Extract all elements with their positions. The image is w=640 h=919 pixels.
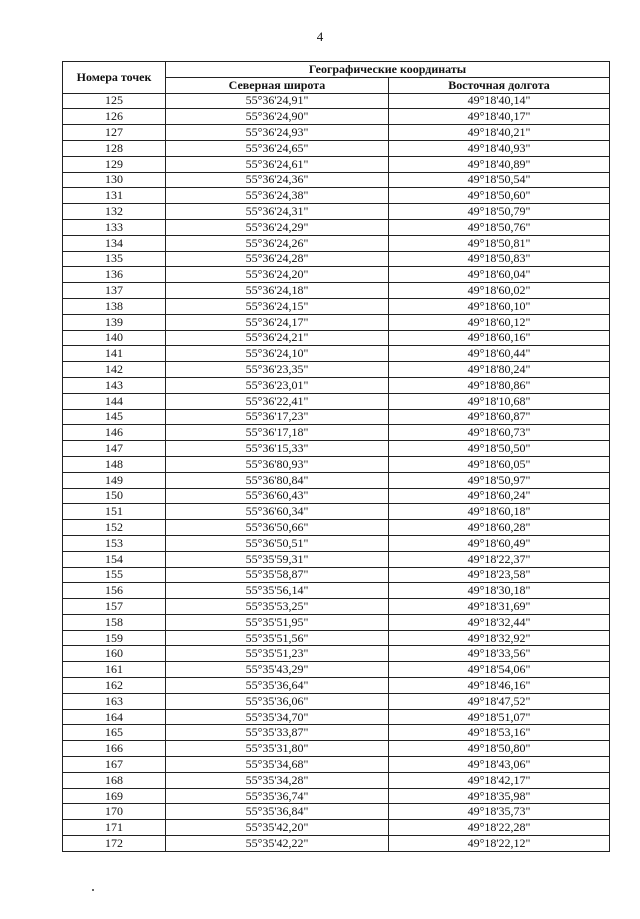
table-row [63, 772, 610, 788]
table-row [63, 662, 610, 678]
longitude-cell: 49°18'50,79" [389, 204, 610, 220]
point-number-cell: 141 [63, 346, 166, 362]
longitude-cell: 49°18'35,98" [389, 788, 610, 804]
table-row [63, 456, 610, 472]
latitude-cell: 55°35'34,68" [166, 757, 389, 773]
longitude-cell: 49°18'50,83" [389, 251, 610, 267]
latitude-cell: 55°36'60,43" [166, 488, 389, 504]
point-number-cell: 171 [63, 820, 166, 836]
point-number-cell: 163 [63, 693, 166, 709]
table-row [63, 314, 610, 330]
header-geo-coordinates: Географические координаты [166, 62, 610, 78]
table-row [63, 488, 610, 504]
point-number-cell: 161 [63, 662, 166, 678]
table-row [63, 583, 610, 599]
latitude-cell: 55°36'24,90" [166, 109, 389, 125]
table-body [63, 93, 610, 851]
point-number-cell: 166 [63, 741, 166, 757]
latitude-cell: 55°36'15,33" [166, 441, 389, 457]
latitude-cell: 55°35'34,70" [166, 709, 389, 725]
table-row [63, 298, 610, 314]
latitude-cell: 55°36'50,51" [166, 535, 389, 551]
latitude-cell: 55°35'59,31" [166, 551, 389, 567]
point-number-cell: 148 [63, 456, 166, 472]
latitude-cell: 55°36'22,41" [166, 393, 389, 409]
longitude-cell: 49°18'42,17" [389, 772, 610, 788]
point-number-cell: 144 [63, 393, 166, 409]
latitude-cell: 55°35'31,80" [166, 741, 389, 757]
header-latitude: Северная широта [166, 77, 389, 93]
table-row [63, 204, 610, 220]
longitude-cell: 49°18'35,73" [389, 804, 610, 820]
scan-mark [92, 889, 94, 891]
header-points: Номера точек [63, 62, 166, 94]
table-row [63, 409, 610, 425]
latitude-cell: 55°35'58,87" [166, 567, 389, 583]
table-row [63, 188, 610, 204]
table-row [63, 520, 610, 536]
longitude-cell: 49°18'60,24" [389, 488, 610, 504]
longitude-cell: 49°18'10,68" [389, 393, 610, 409]
table-row [63, 725, 610, 741]
latitude-cell: 55°36'24,65" [166, 140, 389, 156]
point-number-cell: 137 [63, 283, 166, 299]
table-row [63, 251, 610, 267]
point-number-cell: 162 [63, 678, 166, 694]
table-row [63, 235, 610, 251]
longitude-cell: 49°18'50,60" [389, 188, 610, 204]
point-number-cell: 170 [63, 804, 166, 820]
longitude-cell: 49°18'54,06" [389, 662, 610, 678]
longitude-cell: 49°18'60,02" [389, 283, 610, 299]
latitude-cell: 55°36'24,21" [166, 330, 389, 346]
table-row [63, 283, 610, 299]
latitude-cell: 55°36'24,10" [166, 346, 389, 362]
longitude-cell: 49°18'80,86" [389, 377, 610, 393]
point-number-cell: 172 [63, 836, 166, 852]
point-number-cell: 143 [63, 377, 166, 393]
table-row [63, 140, 610, 156]
latitude-cell: 55°36'23,01" [166, 377, 389, 393]
longitude-cell: 49°18'60,10" [389, 298, 610, 314]
latitude-cell: 55°35'42,20" [166, 820, 389, 836]
table-row [63, 693, 610, 709]
table-row [63, 93, 610, 109]
point-number-cell: 156 [63, 583, 166, 599]
latitude-cell: 55°35'56,14" [166, 583, 389, 599]
longitude-cell: 49°18'51,07" [389, 709, 610, 725]
point-number-cell: 165 [63, 725, 166, 741]
longitude-cell: 49°18'23,58" [389, 567, 610, 583]
point-number-cell: 158 [63, 614, 166, 630]
longitude-cell: 49°18'32,44" [389, 614, 610, 630]
point-number-cell: 134 [63, 235, 166, 251]
latitude-cell: 55°35'53,25" [166, 599, 389, 615]
latitude-cell: 55°36'24,38" [166, 188, 389, 204]
latitude-cell: 55°36'24,93" [166, 125, 389, 141]
latitude-cell: 55°35'43,29" [166, 662, 389, 678]
table-row [63, 172, 610, 188]
longitude-cell: 49°18'60,44" [389, 346, 610, 362]
point-number-cell: 169 [63, 788, 166, 804]
longitude-cell: 49°18'47,52" [389, 693, 610, 709]
table-row [63, 362, 610, 378]
longitude-cell: 49°18'50,54" [389, 172, 610, 188]
latitude-cell: 55°35'51,56" [166, 630, 389, 646]
longitude-cell: 49°18'60,04" [389, 267, 610, 283]
table-row [63, 377, 610, 393]
latitude-cell: 55°36'24,36" [166, 172, 389, 188]
longitude-cell: 49°18'22,12" [389, 836, 610, 852]
table-row [63, 614, 610, 630]
latitude-cell: 55°35'51,23" [166, 646, 389, 662]
point-number-cell: 142 [63, 362, 166, 378]
table-row [63, 393, 610, 409]
point-number-cell: 151 [63, 504, 166, 520]
point-number-cell: 167 [63, 757, 166, 773]
table-row [63, 567, 610, 583]
latitude-cell: 55°36'24,18" [166, 283, 389, 299]
table-row [63, 109, 610, 125]
longitude-cell: 49°18'40,21" [389, 125, 610, 141]
point-number-cell: 154 [63, 551, 166, 567]
point-number-cell: 139 [63, 314, 166, 330]
table-row [63, 551, 610, 567]
longitude-cell: 49°18'53,16" [389, 725, 610, 741]
point-number-cell: 159 [63, 630, 166, 646]
latitude-cell: 55°36'80,93" [166, 456, 389, 472]
longitude-cell: 49°18'60,49" [389, 535, 610, 551]
point-number-cell: 168 [63, 772, 166, 788]
point-number-cell: 146 [63, 425, 166, 441]
table-row [63, 346, 610, 362]
longitude-cell: 49°18'50,76" [389, 219, 610, 235]
table-row [63, 504, 610, 520]
latitude-cell: 55°35'51,95" [166, 614, 389, 630]
point-number-cell: 157 [63, 599, 166, 615]
point-number-cell: 128 [63, 140, 166, 156]
point-number-cell: 140 [63, 330, 166, 346]
longitude-cell: 49°18'50,97" [389, 472, 610, 488]
point-number-cell: 150 [63, 488, 166, 504]
point-number-cell: 127 [63, 125, 166, 141]
point-number-cell: 130 [63, 172, 166, 188]
latitude-cell: 55°36'24,17" [166, 314, 389, 330]
longitude-cell: 49°18'60,87" [389, 409, 610, 425]
table-row [63, 757, 610, 773]
latitude-cell: 55°36'60,34" [166, 504, 389, 520]
longitude-cell: 49°18'22,37" [389, 551, 610, 567]
latitude-cell: 55°36'24,26" [166, 235, 389, 251]
latitude-cell: 55°36'80,84" [166, 472, 389, 488]
table-row [63, 630, 610, 646]
table-row [63, 425, 610, 441]
latitude-cell: 55°35'34,28" [166, 772, 389, 788]
point-number-cell: 164 [63, 709, 166, 725]
longitude-cell: 49°18'46,16" [389, 678, 610, 694]
table-row [63, 709, 610, 725]
longitude-cell: 49°18'43,06" [389, 757, 610, 773]
longitude-cell: 49°18'60,73" [389, 425, 610, 441]
latitude-cell: 55°36'24,61" [166, 156, 389, 172]
table-row [63, 441, 610, 457]
table-row [63, 472, 610, 488]
latitude-cell: 55°36'24,28" [166, 251, 389, 267]
latitude-cell: 55°36'24,91" [166, 93, 389, 109]
table-row [63, 804, 610, 820]
header-longitude: Восточная долгота [389, 77, 610, 93]
table-row [63, 125, 610, 141]
table-row [63, 741, 610, 757]
latitude-cell: 55°36'23,35" [166, 362, 389, 378]
point-number-cell: 138 [63, 298, 166, 314]
point-number-cell: 135 [63, 251, 166, 267]
point-number-cell: 136 [63, 267, 166, 283]
coordinates-table [62, 61, 610, 852]
point-number-cell: 133 [63, 219, 166, 235]
table-row [63, 820, 610, 836]
longitude-cell: 49°18'30,18" [389, 583, 610, 599]
point-number-cell: 125 [63, 93, 166, 109]
longitude-cell: 49°18'31,69" [389, 599, 610, 615]
latitude-cell: 55°35'33,87" [166, 725, 389, 741]
point-number-cell: 149 [63, 472, 166, 488]
point-number-cell: 129 [63, 156, 166, 172]
latitude-cell: 55°35'36,06" [166, 693, 389, 709]
table-row [63, 678, 610, 694]
table-row [63, 219, 610, 235]
longitude-cell: 49°18'32,92" [389, 630, 610, 646]
latitude-cell: 55°36'24,31" [166, 204, 389, 220]
point-number-cell: 160 [63, 646, 166, 662]
latitude-cell: 55°36'24,29" [166, 219, 389, 235]
latitude-cell: 55°36'17,23" [166, 409, 389, 425]
point-number-cell: 153 [63, 535, 166, 551]
latitude-cell: 55°36'50,66" [166, 520, 389, 536]
longitude-cell: 49°18'60,18" [389, 504, 610, 520]
table-row [63, 330, 610, 346]
latitude-cell: 55°35'36,84" [166, 804, 389, 820]
longitude-cell: 49°18'50,80" [389, 741, 610, 757]
table-row [63, 156, 610, 172]
longitude-cell: 49°18'60,12" [389, 314, 610, 330]
point-number-cell: 131 [63, 188, 166, 204]
point-number-cell: 152 [63, 520, 166, 536]
header-row-top [63, 62, 610, 78]
point-number-cell: 132 [63, 204, 166, 220]
latitude-cell: 55°36'24,15" [166, 298, 389, 314]
point-number-cell: 145 [63, 409, 166, 425]
latitude-cell: 55°36'17,18" [166, 425, 389, 441]
table-row [63, 646, 610, 662]
point-number-cell: 147 [63, 441, 166, 457]
longitude-cell: 49°18'40,89" [389, 156, 610, 172]
latitude-cell: 55°35'36,74" [166, 788, 389, 804]
latitude-cell: 55°36'24,20" [166, 267, 389, 283]
point-number-cell: 126 [63, 109, 166, 125]
point-number-cell: 155 [63, 567, 166, 583]
table-row [63, 836, 610, 852]
latitude-cell: 55°35'42,22" [166, 836, 389, 852]
latitude-cell: 55°35'36,64" [166, 678, 389, 694]
table-row [63, 788, 610, 804]
longitude-cell: 49°18'50,81" [389, 235, 610, 251]
longitude-cell: 49°18'40,17" [389, 109, 610, 125]
table-row [63, 599, 610, 615]
longitude-cell: 49°18'33,56" [389, 646, 610, 662]
longitude-cell: 49°18'60,28" [389, 520, 610, 536]
longitude-cell: 49°18'40,93" [389, 140, 610, 156]
page-number: 4 [316, 29, 324, 44]
longitude-cell: 49°18'22,28" [389, 820, 610, 836]
table-row [63, 535, 610, 551]
longitude-cell: 49°18'50,50" [389, 441, 610, 457]
longitude-cell: 49°18'60,16" [389, 330, 610, 346]
longitude-cell: 49°18'80,24" [389, 362, 610, 378]
table-row [63, 267, 610, 283]
longitude-cell: 49°18'60,05" [389, 456, 610, 472]
longitude-cell: 49°18'40,14" [389, 93, 610, 109]
